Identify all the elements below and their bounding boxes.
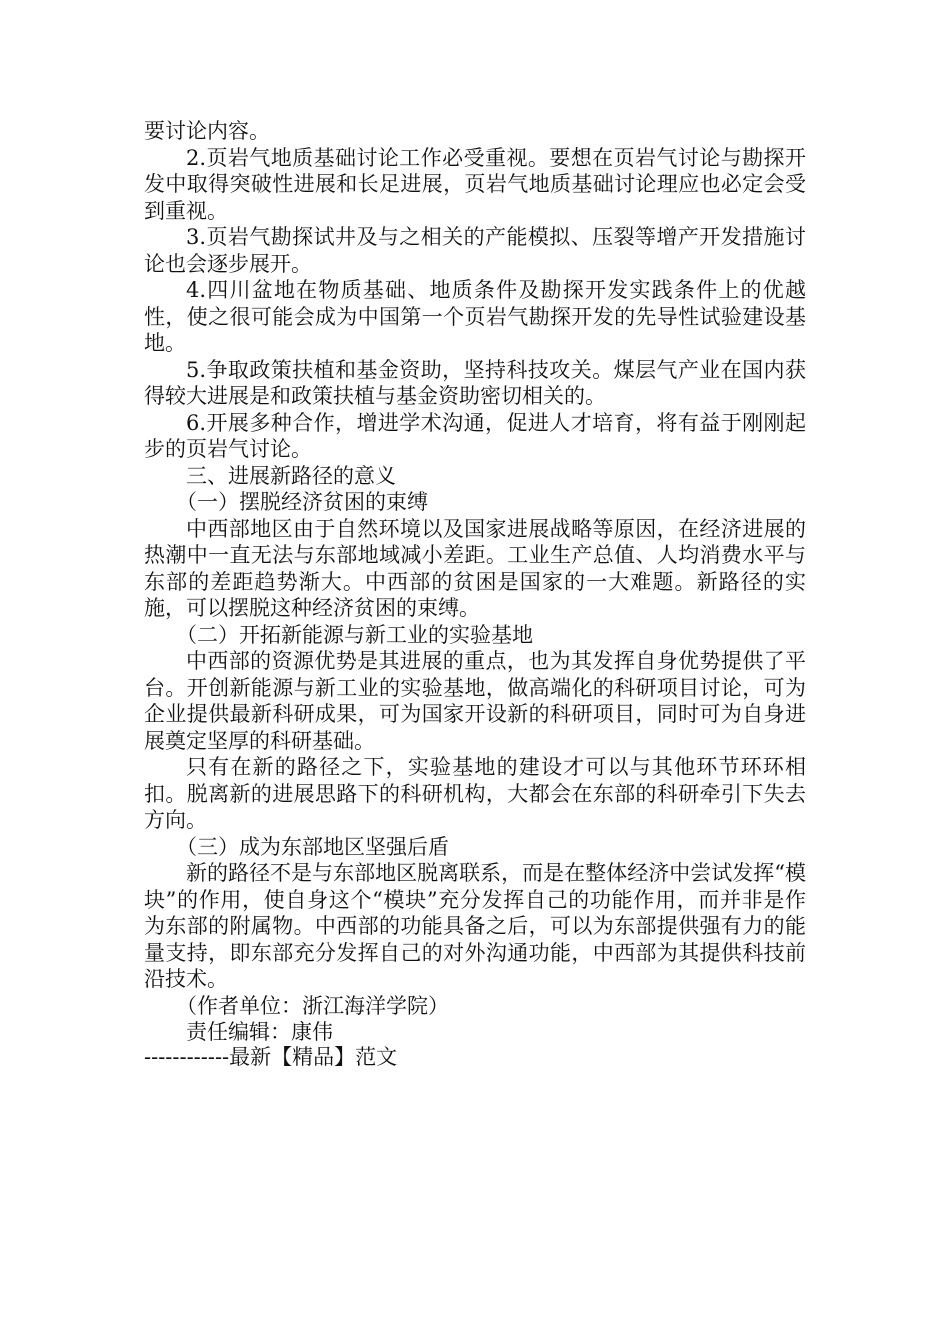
paragraph: 2.页岩气地质基础讨论工作必受重视。要想在页岩气讨论与勘探开发中取得突破性进展和长足进展，页岩气地质基础讨论理应也必定会受到重视。 bbox=[144, 145, 806, 223]
section-heading: 三、进展新路径的意义 bbox=[186, 463, 396, 488]
paragraph: 中西部的资源优势是其进展的重点，也为其发挥自身优势提供了平台。开创新能源与新工业的实验基地，做高端化的科研项目讨论，可为企业提供最新科研成果，可为国家开设新的科研项目，同时可为自身进展奠定坚厚的科研基础。 bbox=[144, 649, 806, 753]
paragraph: 4.四川盆地在物质基础、地质条件及勘探开发实践条件上的优越性，使之很可能会成为中国第一个页岩气勘探开发的先导性试验建设基地。 bbox=[144, 278, 806, 355]
paragraph: 中西部地区由于自然环境以及国家进展战略等原因，在经济进展的热潮中一直无法与东部地域减小差距。工业生产总值、人均消费水平与东部的差距趋势渐大。中西部的贫困是国家的一大难题。新路径的实施，可以摆脱这种经济贫困的束缚。 bbox=[144, 516, 806, 620]
paragraph: 3.页岩气勘探试井及与之相关的产能模拟、压裂等增产开发措施讨论也会逐步展开。 bbox=[144, 225, 806, 276]
subsection-heading: （三）成为东部地区坚强后盾 bbox=[176, 834, 449, 859]
paragraph: 新的路径不是与东部地区脱离联系，而是在整体经济中尝试发挥“模块”的作用，使自身这个“模块”充分发挥自己的功能作用，而并非是作为东部的附属物。中西部的功能具备之后，可以为东部提供强有力的能量支持，即东部充分发挥自己的对外沟通功能，中西部为其提供科技前沿技术。 bbox=[144, 861, 806, 991]
subsection-heading: （作者单位：浙江海洋学院） bbox=[176, 993, 449, 1018]
paragraph: 要讨论内容。 bbox=[144, 119, 270, 143]
footer-text: ------------最新【精品】范文 bbox=[144, 1045, 398, 1069]
paragraph: 责任编辑：康伟 bbox=[186, 1020, 333, 1044]
document-body bbox=[144, 118, 806, 1046]
paragraph: 只有在新的路径之下，实验基地的建设才可以与其他环节环环相扣。脱离新的进展思路下的科研机构，大都会在东部的科研牵引下失去方向。 bbox=[144, 755, 806, 832]
paragraph: 5.争取政策扶植和基金资助，坚持科技攻关。煤层气产业在国内获得较大进展是和政策扶植与基金资助密切相关的。 bbox=[144, 357, 806, 408]
paragraph: 6.开展多种合作，增进学术沟通，促进人才培育，将有益于刚刚起步的页岩气讨论。 bbox=[144, 410, 806, 461]
subsection-heading: （一）摆脱经济贫困的束缚 bbox=[176, 490, 428, 514]
subsection-heading: （二）开拓新能源与新工业的实验基地 bbox=[176, 622, 533, 647]
